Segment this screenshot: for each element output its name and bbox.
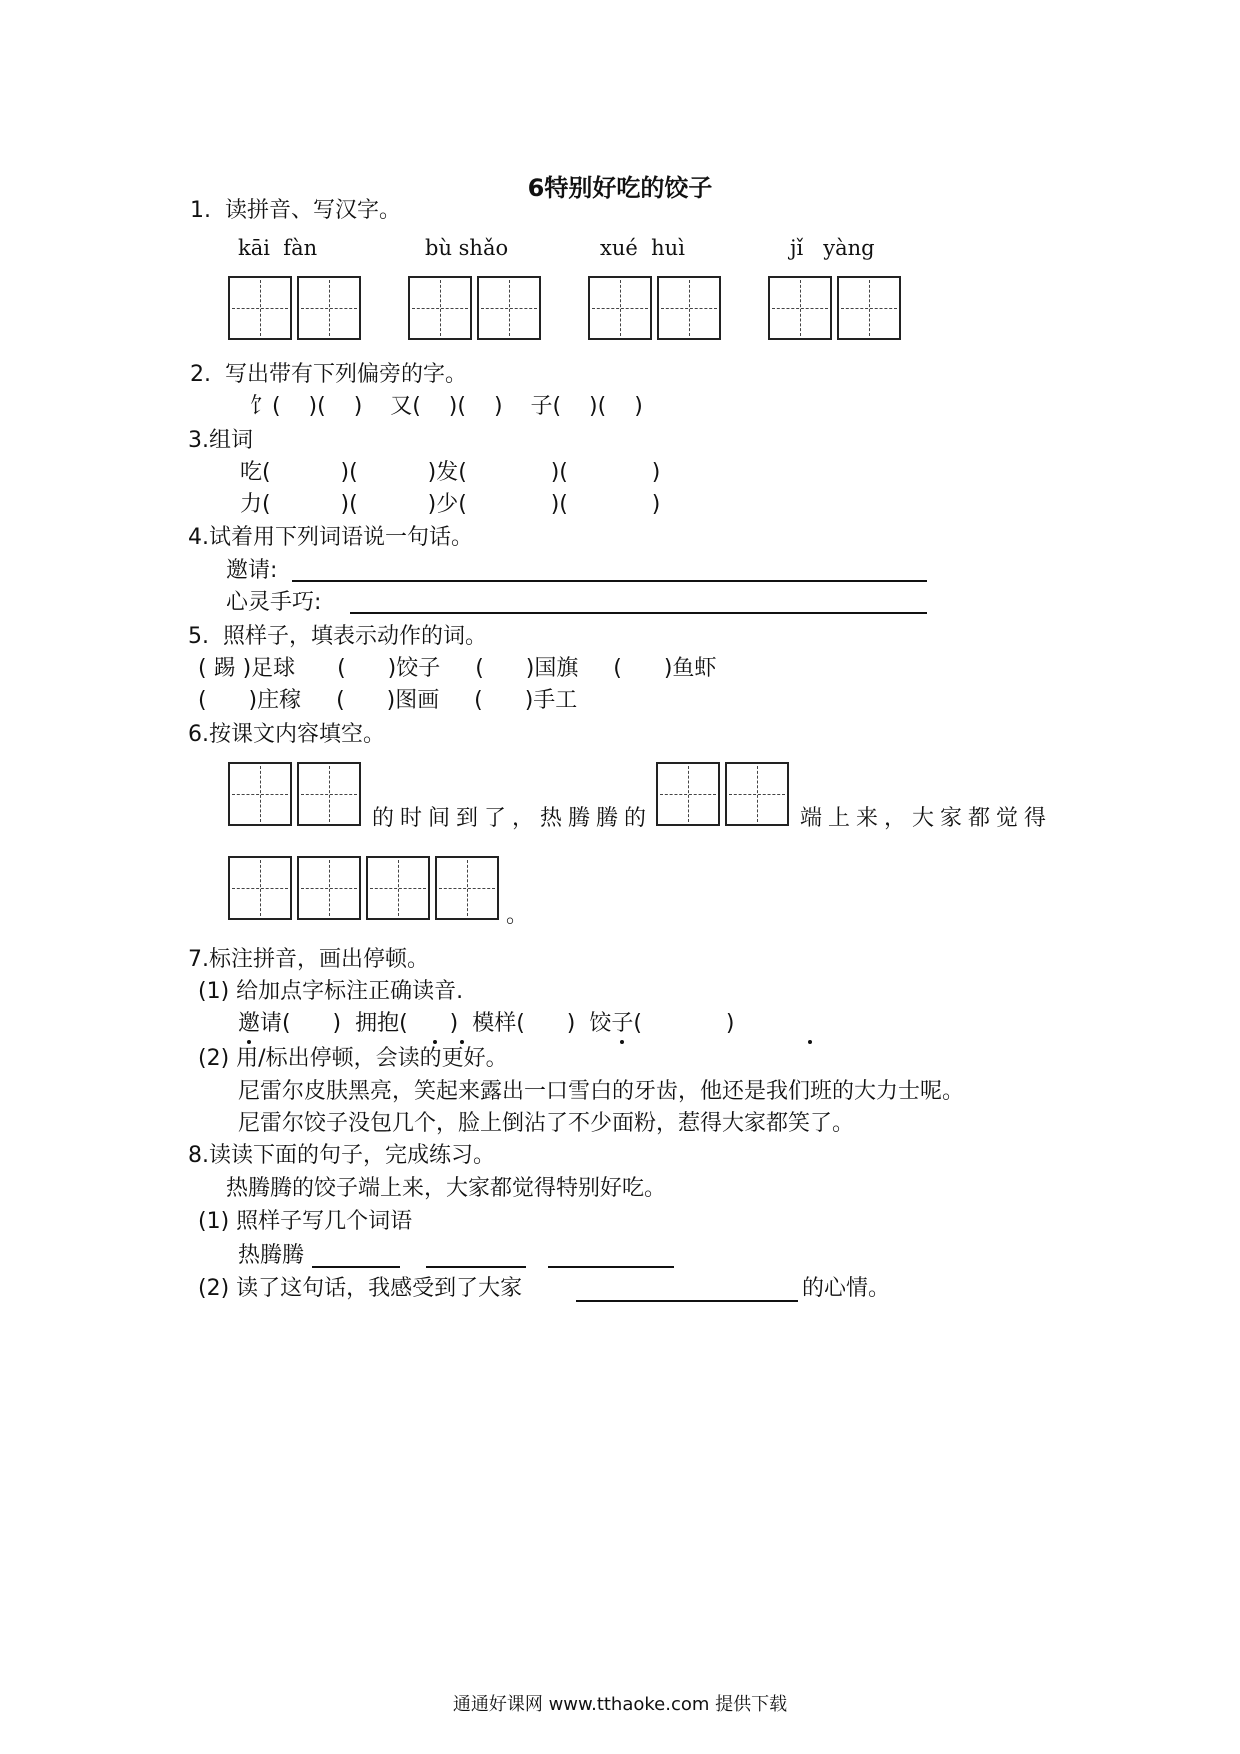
question-6-text-3: 。 (506, 903, 529, 928)
question-3-label: 3.组词 (188, 428, 253, 453)
question-7-sub-1: (1) 给加点字标注正确读音. (198, 979, 464, 1004)
pinyin-2: bù shǎo (425, 236, 509, 260)
word-blank-1[interactable] (312, 1266, 400, 1268)
question-6-text-1: 的时间到了，热腾腾的 (372, 806, 653, 831)
question-6-text-2: 端上来，大家都觉得 (800, 806, 1053, 831)
question-5-row-1: ( 踢 )足球 ( )饺子 ( )国旗 ( )鱼虾 (198, 656, 717, 681)
word-blank-2[interactable] (426, 1266, 526, 1268)
answer-line-2[interactable] (350, 612, 927, 614)
question-7-sentence-2: 尼雷尔饺子没包几个，脸上倒沾了不少面粉，惹得大家都笑了。 (238, 1111, 855, 1136)
question-6-label: 6.按课文内容填空。 (188, 722, 385, 747)
fill-grid-3[interactable] (228, 856, 499, 920)
question-3-row-1: 吃( )( )发( )( ) (240, 460, 661, 485)
fill-grid-1[interactable] (228, 762, 361, 826)
pinyin-3: xué huì (600, 236, 685, 260)
page-title: 6特别好吃的饺子 (527, 174, 713, 202)
writing-grid-2[interactable] (408, 276, 541, 340)
question-4-label: 4.试着用下列词语说一句话。 (188, 525, 473, 550)
emphasis-dot (247, 1040, 251, 1044)
question-5-label: 5. 照样子，填表示动作的词。 (188, 624, 487, 649)
emphasis-dot (433, 1040, 437, 1044)
pinyin-1: kāi fàn (238, 236, 318, 260)
question-8-label: 8.读读下面的句子，完成练习。 (188, 1143, 495, 1168)
feeling-blank[interactable] (576, 1300, 798, 1302)
question-7-sentence-1: 尼雷尔皮肤黑亮，笑起来露出一口雪白的牙齿，他还是我们班的大力士呢。 (238, 1079, 965, 1104)
question-2-line: 饣( )( ) 又( )( ) 子( )( ) (250, 394, 643, 419)
question-5-row-2: ( )庄稼 ( )图画 ( )手工 (198, 688, 578, 713)
question-2-label: 2. 写出带有下列偏旁的字。 (190, 362, 467, 387)
pinyin-4: jǐ yàng (790, 236, 875, 260)
question-4-word-1: 邀请: (226, 558, 278, 583)
emphasis-dot (808, 1040, 812, 1044)
question-8-sub-2-end: 的心情。 (802, 1276, 891, 1301)
answer-line-1[interactable] (292, 580, 927, 582)
writing-grid-1[interactable] (228, 276, 361, 340)
question-1-label: 1. 读拼音、写汉字。 (190, 198, 401, 223)
question-8-sub-1: (1) 照样子写几个词语 (198, 1209, 413, 1234)
word-blank-3[interactable] (548, 1266, 674, 1268)
question-7-sub-2: (2) 用/标出停顿，会读的更好。 (198, 1046, 508, 1071)
writing-grid-3[interactable] (588, 276, 721, 340)
question-8-sub-2: (2) 读了这句话，我感受到了大家 (198, 1276, 523, 1301)
emphasis-dot (460, 1040, 464, 1044)
emphasis-dot (620, 1040, 624, 1044)
question-4-word-2: 心灵手巧: (226, 590, 322, 615)
question-8-sentence: 热腾腾的饺子端上来，大家都觉得特别好吃。 (226, 1176, 667, 1201)
writing-grid-4[interactable] (768, 276, 901, 340)
question-3-row-2: 力( )( )少( )( ) (240, 492, 661, 517)
question-8-example: 热腾腾 (238, 1243, 305, 1268)
fill-grid-2[interactable] (656, 762, 789, 826)
footer-credit: 通通好课网 www.tthaoke.com 提供下载 (452, 1694, 788, 1715)
question-7-words: 邀请( ) 拥抱( ) 模样( ) 饺子( ) (238, 1011, 735, 1036)
question-7-label: 7.标注拼音，画出停顿。 (188, 947, 429, 972)
